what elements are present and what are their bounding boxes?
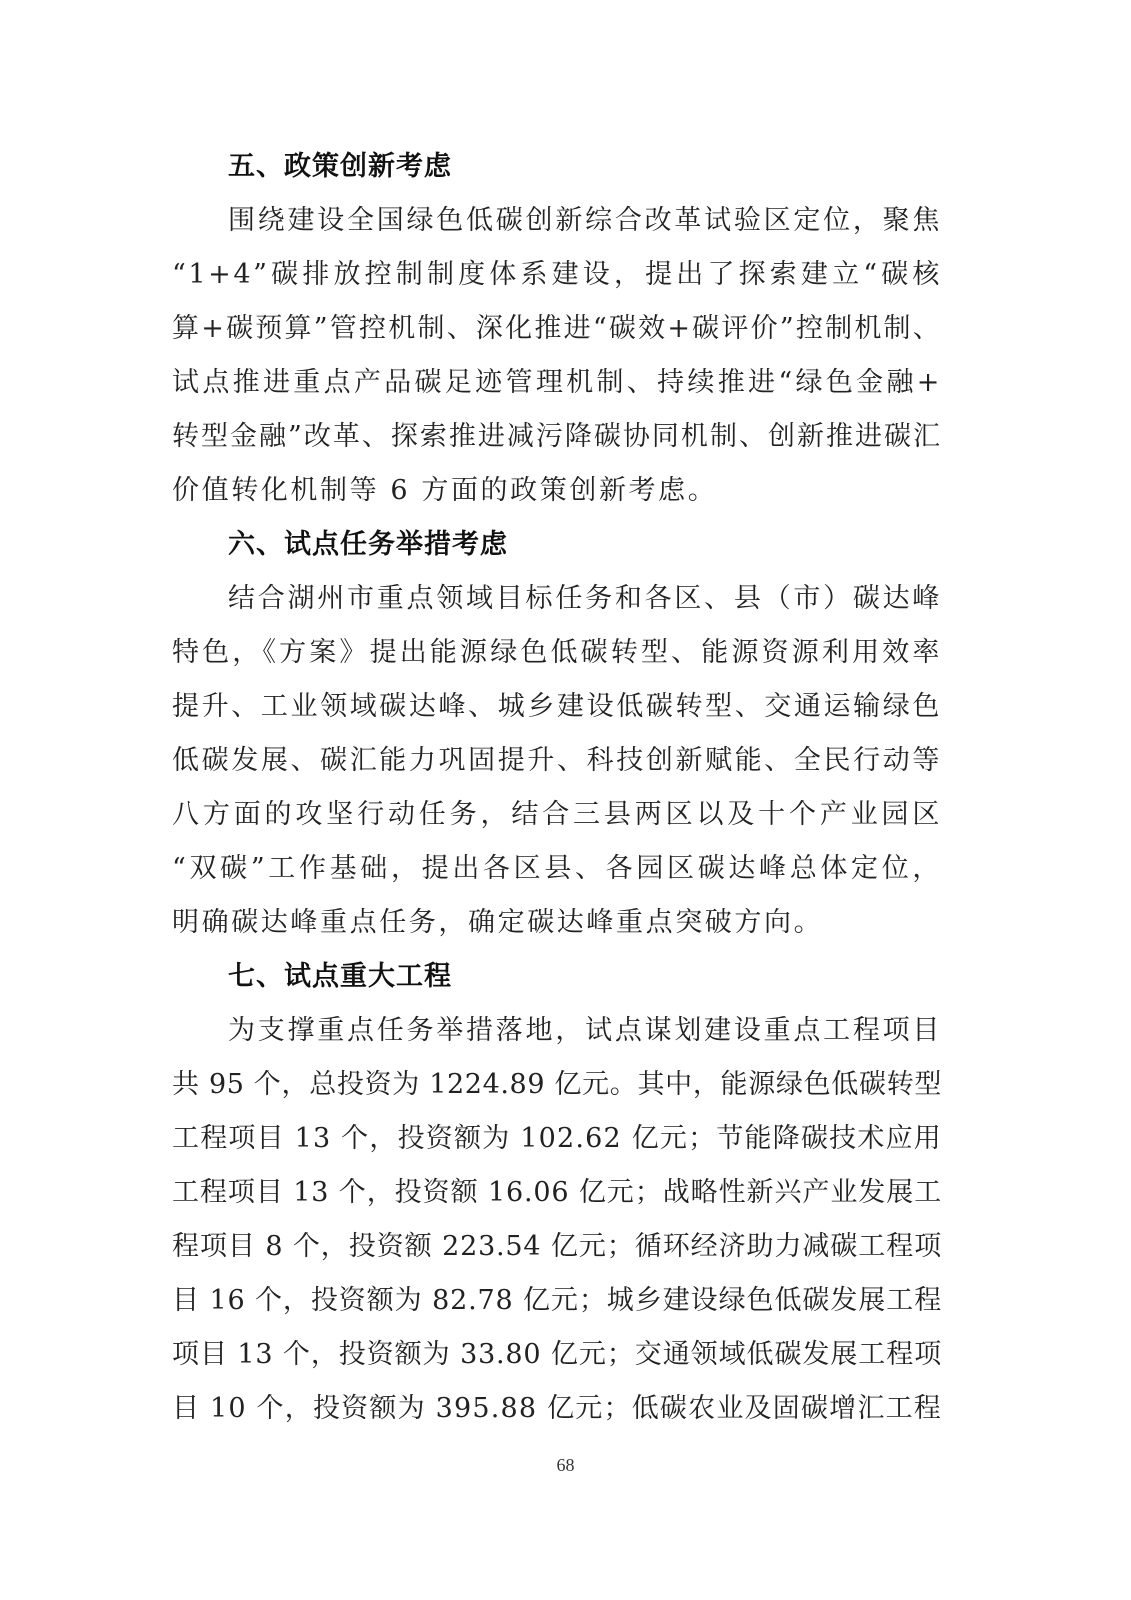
text-line: 目 10 个，投资额为 395.88 亿元；低碳农业及固碳增汇工程 (172, 1393, 942, 1424)
text-line: 特色，《方案》提出能源绿色低碳转型、能源资源利用效率 (172, 637, 942, 668)
paragraph-projects (172, 1004, 942, 1436)
text-line: 目 16 个，投资额为 82.78 亿元；城乡建设绿色低碳发展工程 (172, 1285, 942, 1316)
text-line: “1+4”碳排放控制制度体系建设，提出了探索建立“碳核 (172, 259, 942, 290)
paragraph-tasks (172, 572, 942, 950)
text-line: 提升、工业领域碳达峰、城乡建设低碳转型、交通运输绿色 (172, 691, 942, 722)
section-heading-policy: 五、政策创新考虑 (228, 151, 452, 182)
text-line: 工程项目 13 个，投资额为 102.62 亿元；节能降碳技术应用 (172, 1123, 942, 1154)
text-line: 算+碳预算”管控机制、深化推进“碳效+碳评价”控制机制、 (172, 313, 942, 344)
text-line: 工程项目 13 个，投资额 16.06 亿元；战略性新兴产业发展工 (172, 1177, 942, 1208)
text-line: 项目 13 个，投资额为 33.80 亿元；交通领域低碳发展工程项 (172, 1339, 942, 1370)
text-line: 价值转化机制等 6 方面的政策创新考虑。 (172, 475, 718, 506)
text-line: “双碳”工作基础，提出各区县、各园区碳达峰总体定位， (172, 853, 942, 884)
text-line: 低碳发展、碳汇能力巩固提升、科技创新赋能、全民行动等 (172, 745, 942, 776)
text-line: 围绕建设全国绿色低碳创新综合改革试验区定位，聚焦 (228, 205, 942, 236)
text-line: 为支撑重点任务举措落地，试点谋划建设重点工程项目 (228, 1015, 942, 1046)
text-line: 程项目 8 个，投资额 223.54 亿元；循环经济助力减碳工程项 (172, 1231, 942, 1262)
text-line: 共 95 个，总投资为 1224.89 亿元。其中，能源绿色低碳转型 (172, 1069, 942, 1100)
section-heading-tasks: 六、试点任务举措考虑 (228, 529, 508, 560)
page-content (172, 140, 942, 1436)
paragraph-policy (172, 194, 942, 518)
page-number: 68 (556, 1455, 575, 1475)
text-line: 结合湖州市重点领域目标任务和各区、县（市）碳达峰 (228, 583, 942, 614)
text-line: 试点推进重点产品碳足迹管理机制、持续推进“绿色金融+ (172, 367, 942, 398)
text-line: 八方面的攻坚行动任务，结合三县两区以及十个产业园区 (172, 799, 942, 830)
text-line: 明确碳达峰重点任务，确定碳达峰重点突破方向。 (172, 907, 824, 938)
text-line: 转型金融”改革、探索推进减污降碳协同机制、创新推进碳汇 (172, 421, 942, 452)
section-heading-projects: 七、试点重大工程 (228, 961, 452, 992)
